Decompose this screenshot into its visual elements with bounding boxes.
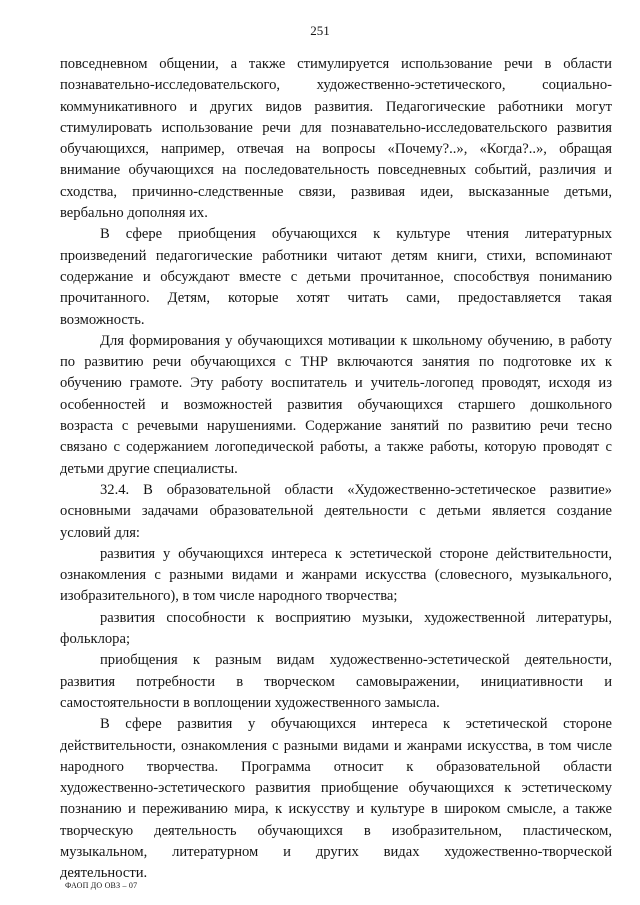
text-line: фольклора; xyxy=(60,631,130,648)
text-line: содержание и обсуждают вместе с детьми прочитанное, способствуя пониманию xyxy=(60,268,612,285)
text-line: творческую деятельность обучающихся в изобразительном, пластическом, xyxy=(60,822,612,839)
text-line: сходства, причинно-следственные связи, развивая идеи, высказанные детьми, xyxy=(60,183,612,200)
text-line: внимание обучающихся на последовательность повседневных событий, различия и xyxy=(60,162,612,179)
text-line: возраста с речевыми нарушениями. Содержание занятий по развитию речи тесно xyxy=(60,418,612,435)
text-line: изобразительного), в том числе народного творчества; xyxy=(60,588,398,605)
text-line: развития способности к восприятию музыки, художественной литературы, xyxy=(100,609,612,626)
text-line: обучению грамоте. Эту работу воспитатель и учитель-логопед проводят, исходя из xyxy=(60,375,612,392)
text-line: развития у обучающихся интереса к эстетической стороне действительности, xyxy=(100,545,612,562)
text-line: приобщения к разным видам художественно-эстетической деятельности, xyxy=(100,652,612,669)
text-line: возможность. xyxy=(60,311,145,328)
text-line: связано с содержанием логопедической работы, а также работы, которую проводят с xyxy=(60,439,612,456)
page-number: 251 xyxy=(310,23,330,38)
text-line: произведений педагогические работники читают детям книги, стихи, вспоминают xyxy=(60,247,612,264)
text-line: условий для: xyxy=(60,524,140,541)
text-line: детьми другие специалисты. xyxy=(60,460,238,477)
text-line: обучающихся, например, отвечая на вопросы «Почему?..», «Когда?..», обращая xyxy=(60,141,612,158)
text-line: художественно-эстетического развития приобщение обучающихся к эстетическому xyxy=(60,780,612,797)
body-text xyxy=(60,54,612,885)
text-line: действительности, ознакомления с разными видами и жанрами искусства, в том числе xyxy=(60,737,612,754)
text-line: В сфере приобщения обучающихся к культуре чтения литературных xyxy=(100,226,612,243)
text-line: народного творчества. Программа относит к образовательной области xyxy=(60,758,612,775)
text-line: ознакомления с разными видами и жанрами искусства (словесного, музыкального, xyxy=(60,567,612,584)
text-line: по развитию речи обучающихся с ТНР включаются занятия по подготовке их к xyxy=(60,354,612,371)
text-line: вербально дополняя их. xyxy=(60,205,208,222)
text-line: основными задачами образовательной деятельности с детьми является создание xyxy=(60,503,612,520)
text-line: особенностей и возможностей развития обучающихся старшего дошкольного xyxy=(60,396,612,413)
text-line: музыкальном, литературном и других видах художественно-творческой xyxy=(60,843,612,860)
text-line: 32.4. В образовательной области «Художественно-эстетическое развитие» xyxy=(100,481,612,498)
text-line: прочитанного. Детям, которые хотят читать сами, предоставляется такая xyxy=(60,290,612,307)
text-line: стимулировать использование речи для познавательно-исследовательского развития xyxy=(60,119,612,136)
text-line: деятельности. xyxy=(60,865,148,882)
document-footer: ФАОП ДО ОВЗ – 07 xyxy=(65,881,138,890)
text-line: повседневном общении, а также стимулируется использование речи в области xyxy=(60,56,612,72)
text-line: познавательно-исследовательского, художественно-эстетического, социально- xyxy=(60,77,612,94)
text-line: развития потребности в творческом самовыражении, инициативности и xyxy=(60,673,612,690)
text-line: Для формирования у обучающихся мотивации к школьному обучению, в работу xyxy=(100,332,612,349)
text-line: В сфере развития у обучающихся интереса к эстетической стороне xyxy=(100,716,612,733)
text-line: познанию и переживанию мира, к искусству и культуре в широком смысле, а также xyxy=(60,801,612,818)
text-line: самостоятельности в воплощении художественного замысла. xyxy=(60,694,440,711)
text-line: коммуникативного и других видов развития. Педагогические работники могут xyxy=(60,98,612,115)
